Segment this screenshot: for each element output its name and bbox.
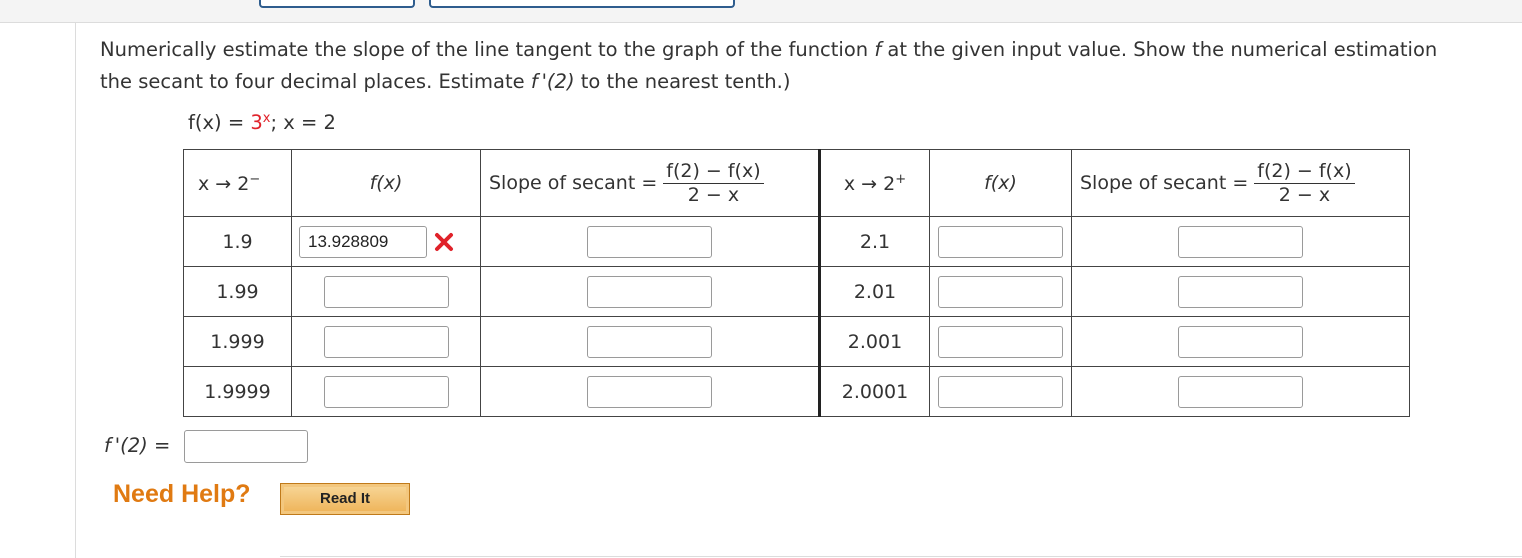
slope-right-input[interactable] (1178, 376, 1303, 408)
fx-left-input[interactable] (324, 376, 449, 408)
header-fx-left: f(x) (292, 150, 481, 217)
x-left-value: 1.9999 (184, 367, 292, 417)
slope-left-cell (481, 317, 820, 367)
left-divider (75, 23, 76, 558)
function-definition: $f(x) = 3^x$; x = 2 (188, 111, 336, 134)
question-line-2: the secant to four decimal places. Estimate f '(2) to the nearest tenth.) (100, 70, 791, 93)
slope-left-cell (481, 217, 820, 267)
x-left-value: 1.999 (184, 317, 292, 367)
fx-left-input[interactable]: 13.928809 (299, 226, 427, 258)
estimation-table (183, 149, 1410, 417)
x-right-value: 2.001 (820, 317, 930, 367)
slope-right-cell (1072, 367, 1410, 417)
slope-right-input[interactable] (1178, 326, 1303, 358)
question-text (100, 34, 1522, 98)
header-fx-right: f(x) (930, 150, 1072, 217)
fx-right-cell (930, 267, 1072, 317)
header-x-right: x → 2+ (820, 150, 930, 217)
bottom-divider (280, 556, 1522, 557)
slope-left-input[interactable] (587, 376, 712, 408)
incorrect-x-icon (433, 231, 455, 253)
slope-right-input[interactable] (1178, 226, 1303, 258)
derivative-input[interactable] (184, 430, 308, 463)
slope-right-cell (1072, 267, 1410, 317)
derivative-label: f '(2) = (104, 434, 177, 457)
table-header-row (184, 150, 1410, 217)
fx-left-cell (292, 317, 481, 367)
slope-left-input[interactable] (587, 276, 712, 308)
slope-left-cell (481, 367, 820, 417)
secant-fraction-left: $\frac{f(2) - f(x)}{2 - x}$ (663, 160, 763, 206)
header-slope-left: Slope of secant = $\frac{f(2) - f(x)}{2 - x}$ (481, 150, 820, 217)
slope-left-cell (481, 267, 820, 317)
x-right-value: 2.1 (820, 217, 930, 267)
read-it-button[interactable]: Read It (280, 483, 410, 515)
x-right-value: 2.01 (820, 267, 930, 317)
x-right-value: 2.0001 (820, 367, 930, 417)
header-slope-right: Slope of secant = $\frac{f(2) - f(x)}{2 - x}$ (1072, 150, 1410, 217)
toolbar-tab-1[interactable] (259, 0, 415, 8)
slope-right-input[interactable] (1178, 276, 1303, 308)
table-row (184, 367, 1410, 417)
slope-right-cell (1072, 217, 1410, 267)
toolbar-tab-2[interactable] (429, 0, 735, 8)
function-exponent: x (262, 111, 271, 126)
need-help-label: Need Help? (113, 480, 251, 508)
fx-left-cell (292, 267, 481, 317)
function-base: 3 (250, 111, 263, 134)
fx-right-input[interactable] (938, 376, 1063, 408)
top-toolbar (0, 0, 1522, 23)
slope-right-cell (1072, 317, 1410, 367)
x-left-value: 1.99 (184, 267, 292, 317)
header-x-left: x → 2− (184, 150, 292, 217)
table-row (184, 217, 1410, 267)
fx-right-cell (930, 317, 1072, 367)
x-left-value: 1.9 (184, 217, 292, 267)
fx-left-input[interactable] (324, 326, 449, 358)
derivative-answer (104, 430, 308, 463)
fx-right-input[interactable] (938, 326, 1063, 358)
question-line-1: Numerically estimate the slope of the line tangent to the graph of the function f at the given input value. Show the numerical estimation (100, 38, 1438, 61)
slope-left-input[interactable] (587, 326, 712, 358)
fx-right-input[interactable] (938, 276, 1063, 308)
fx-right-cell (930, 367, 1072, 417)
fx-right-cell (930, 217, 1072, 267)
slope-left-input[interactable] (587, 226, 712, 258)
fx-right-input[interactable] (938, 226, 1063, 258)
table-row (184, 267, 1410, 317)
fx-left-cell (292, 217, 481, 267)
secant-fraction-right: $\frac{f(2) - f(x)}{2 - x}$ (1254, 160, 1354, 206)
fx-left-input[interactable] (324, 276, 449, 308)
table-row (184, 317, 1410, 367)
fx-left-cell (292, 367, 481, 417)
